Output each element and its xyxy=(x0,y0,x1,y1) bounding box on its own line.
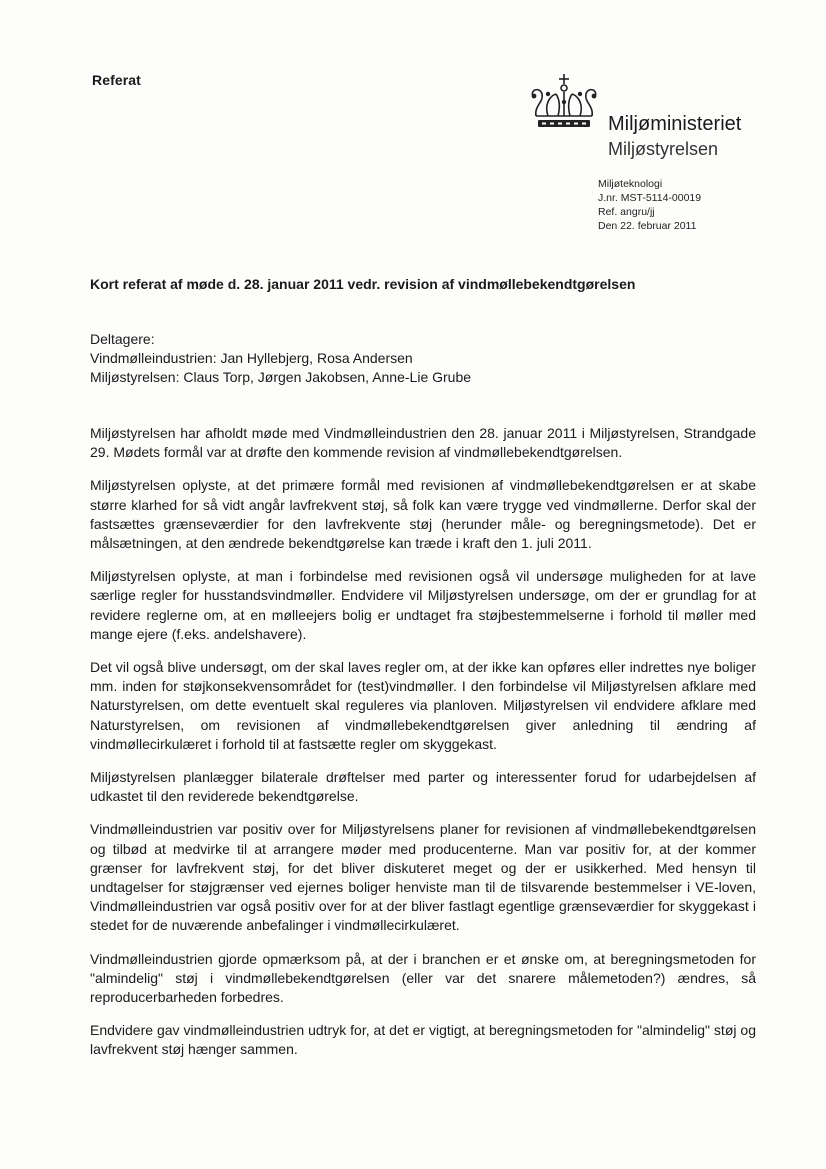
document-type-label: Referat xyxy=(92,72,141,88)
body-paragraph: Miljøstyrelsen planlægger bilaterale drøftelser med parter og interessenter forud for udarbejdelsen af udkastet til den reviderede bekendtgørelse. xyxy=(90,769,756,805)
crown-logo xyxy=(526,72,602,136)
participants-agency: Miljøstyrelsen: Claus Torp, Jørgen Jakobsen, Anne-Lie Grube xyxy=(90,369,472,385)
meta-journal-number: J.nr. MST-5114-00019 xyxy=(598,192,702,204)
agency-name: Miljøstyrelsen xyxy=(608,139,719,159)
ministry-name: Miljøministeriet xyxy=(608,113,742,135)
body-paragraph: Det vil også blive undersøgt, om der skal laves regler om, at der ikke kan opføres eller indrettes nye boliger mm. inden for støjkonsekvensområdet for (test)vindmøller. I den forbindelse vil Miljøstyrelsen afklare med Naturstyrelsen, om dette eventuelt skal reguleres via planloven. Miljøstyrelsen vil endvidere afklare med Naturstyrelsen, om revisionen af vindmøllebekendtgørelsen giver anledning til ændring af vindmøllecirkulæret i forhold til at fastsætte regler om skyggekast. xyxy=(90,659,756,752)
participants-industry: Vindmølleindustrien: Jan Hyllebjerg, Rosa Andersen xyxy=(90,350,413,366)
document-body xyxy=(90,424,756,1074)
body-paragraph: Miljøstyrelsen oplyste, at man i forbindelse med revisionen også vil undersøge muligheden for at lave særlige regler for husstandsvindmøller. Endvidere vil Miljøstyrelsen undersøge, om der er grundlag for at revidere reglerne om, at en mølleejers bolig er undtaget fra støjbestemmelserne i forhold til møller med mange ejere (f.eks. andelshavere). xyxy=(90,568,756,642)
body-paragraph: Vindmølleindustrien var positiv over for Miljøstyrelsens planer for revisionen af vindmøllebekendtgørelsen og tilbød at medvirke til at arrangere møder med producenterne. Man var positiv for, at der kommer grænser for lavfrekvent støj, for det bliver diskuteret meget og der er usikkerhed. Med hensyn til undtagelser for støjgrænser ved ejernes boliger henviste man til de tilsvarende bestemmelser i VE-loven, Vindmølleindustrien var også positiv over for at der bliver fastlagt egentlige grænseværdier for skyggekast i stedet for de nuværende anbefalinger i vindmøllecirkulæret. xyxy=(90,821,756,934)
body-paragraph: Miljøstyrelsen oplyste, at det primære formål med revisionen af vindmøllebekendtgørelsen er at skabe større klarhed for så vidt angår lavfrekvent støj, så folk kan være trygge ved vindmøllerne. Derfor skal der fastsættes grænseværdier for den lavfrekvente støj (herunder måle- og beregningsmetode). Det er målsætningen, at den ændrede bekendtgørelse kan træde i kraft den 1. juli 2011. xyxy=(90,477,756,552)
participants-heading: Deltagere: xyxy=(90,331,155,347)
meta-date: Den 22. februar 2011 xyxy=(598,220,697,232)
body-paragraph: Endvidere gav vindmølleindustrien udtryk for, at det er vigtigt, at beregningsmetoden for "almindelig" støj og lavfrekvent støj hænger sammen. xyxy=(90,1022,756,1058)
document-title: Kort referat af møde d. 28. januar 2011 vedr. revision af vindmøllebekendtgørelsen xyxy=(90,276,636,292)
body-paragraph: Vindmølleindustrien gjorde opmærksom på, at der i branchen er et ønske om, at beregningsmetoden for "almindelig" støj i vindmøllebekendtgørelsen (eller var det snarere målemetoden?) ændres, så reproducerbarheden forbedres. xyxy=(90,950,756,1006)
meta-reference: Ref. angru/jj xyxy=(598,206,655,218)
participants-block xyxy=(90,330,471,387)
body-paragraph: Miljøstyrelsen har afholdt møde med Vindmølleindustrien den 28. januar 2011 i Miljøstyrelsen, Strandgade 29. Mødets formål var at drøfte den kommende revision af vindmøllebekendtgørelsen. xyxy=(90,425,756,461)
meta-department: Miljøteknologi xyxy=(598,178,663,190)
document-meta xyxy=(598,177,701,233)
